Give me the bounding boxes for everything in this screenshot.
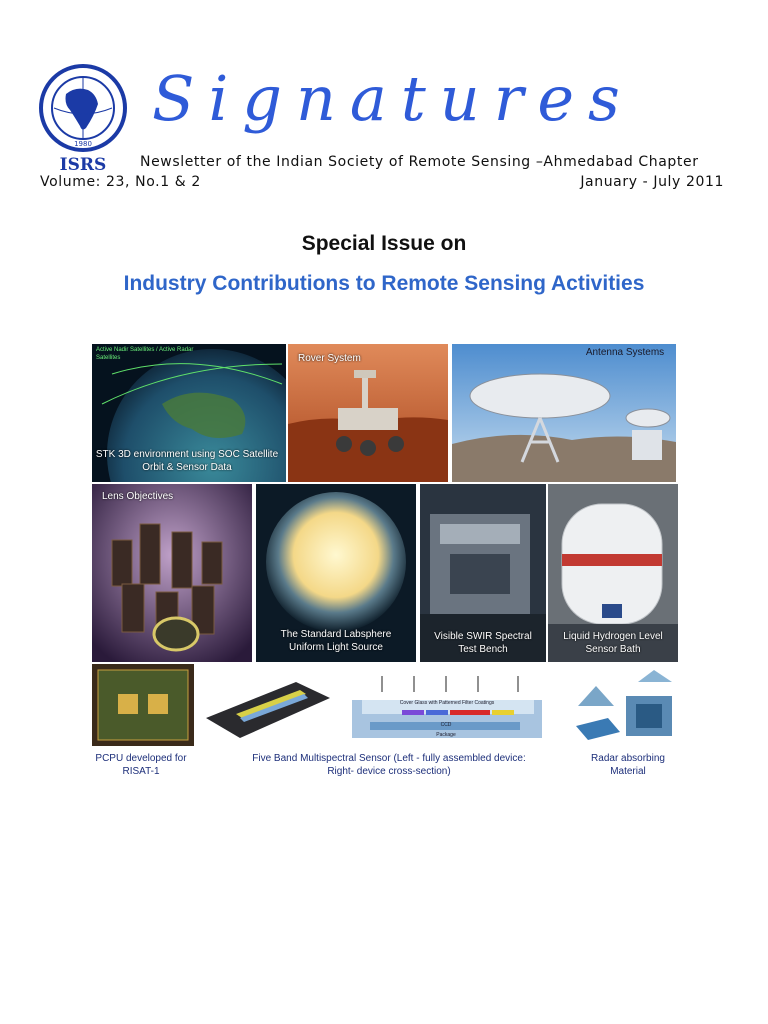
- pcpu-panel: [92, 664, 194, 746]
- swir-panel: [420, 484, 546, 662]
- antenna-panel: [452, 344, 676, 482]
- hydrogen-panel: [548, 484, 678, 662]
- antenna-image: [452, 344, 676, 482]
- logo-year: 1980: [74, 140, 92, 148]
- sensor-device-panel: [196, 668, 336, 746]
- stk-legend: Active Nadir Satellites / Active Radar Satellites: [96, 347, 194, 361]
- sensor-section-panel: [342, 670, 552, 746]
- pcpu-board-image: [92, 664, 194, 746]
- issue-date: January - July 2011: [580, 174, 724, 190]
- issue-headline: Industry Contributions to Remote Sensing Activities: [123, 272, 645, 295]
- special-issue-label: Special Issue on: [301, 232, 467, 255]
- multispectral-sensor-image: [196, 668, 336, 746]
- package-label: Package: [436, 732, 456, 738]
- cover-glass-label: Cover Glass with Patterned Filter Coatings: [399, 700, 495, 706]
- masthead-title: Signatures: [152, 62, 634, 135]
- rover-caption: Rover System: [298, 353, 361, 364]
- logo-label: ISRS: [59, 155, 107, 175]
- volume-number: Volume: 23, No.1 & 2: [40, 174, 201, 190]
- isrs-logo: [36, 64, 130, 176]
- labsphere-panel: [256, 484, 416, 662]
- radar-caption: Radar absorbing Material: [591, 753, 665, 777]
- radar-panel: [568, 666, 678, 748]
- newsletter-subtitle: Newsletter of the Indian Society of Remote Sensing –Ahmedabad Chapter: [140, 154, 699, 170]
- sensor-caption: Five Band Multispectral Sensor (Left - fully assembled device: Right- device cross-section): [252, 753, 526, 777]
- swir-caption: Visible SWIR Spectral Test Bench: [434, 631, 532, 655]
- stk-panel: [92, 344, 286, 482]
- radar-absorber-image: [568, 666, 678, 748]
- lens-caption: Lens Objectives: [102, 491, 174, 502]
- ccd-label: CCD: [440, 722, 452, 728]
- stk-caption: STK 3D environment using SOC Satellite Orbit & Sensor Data: [95, 449, 279, 473]
- rover-panel: [288, 344, 448, 482]
- pcpu-caption: PCPU developed for RISAT-1: [95, 753, 187, 777]
- hydrogen-caption: Liquid Hydrogen Level Sensor Bath: [563, 631, 663, 655]
- lens-panel: [92, 484, 252, 662]
- labsphere-caption: The Standard Labsphere Uniform Light Source: [280, 629, 392, 653]
- lens-objectives-image: [92, 484, 252, 662]
- antenna-caption: Antenna Systems: [585, 347, 665, 358]
